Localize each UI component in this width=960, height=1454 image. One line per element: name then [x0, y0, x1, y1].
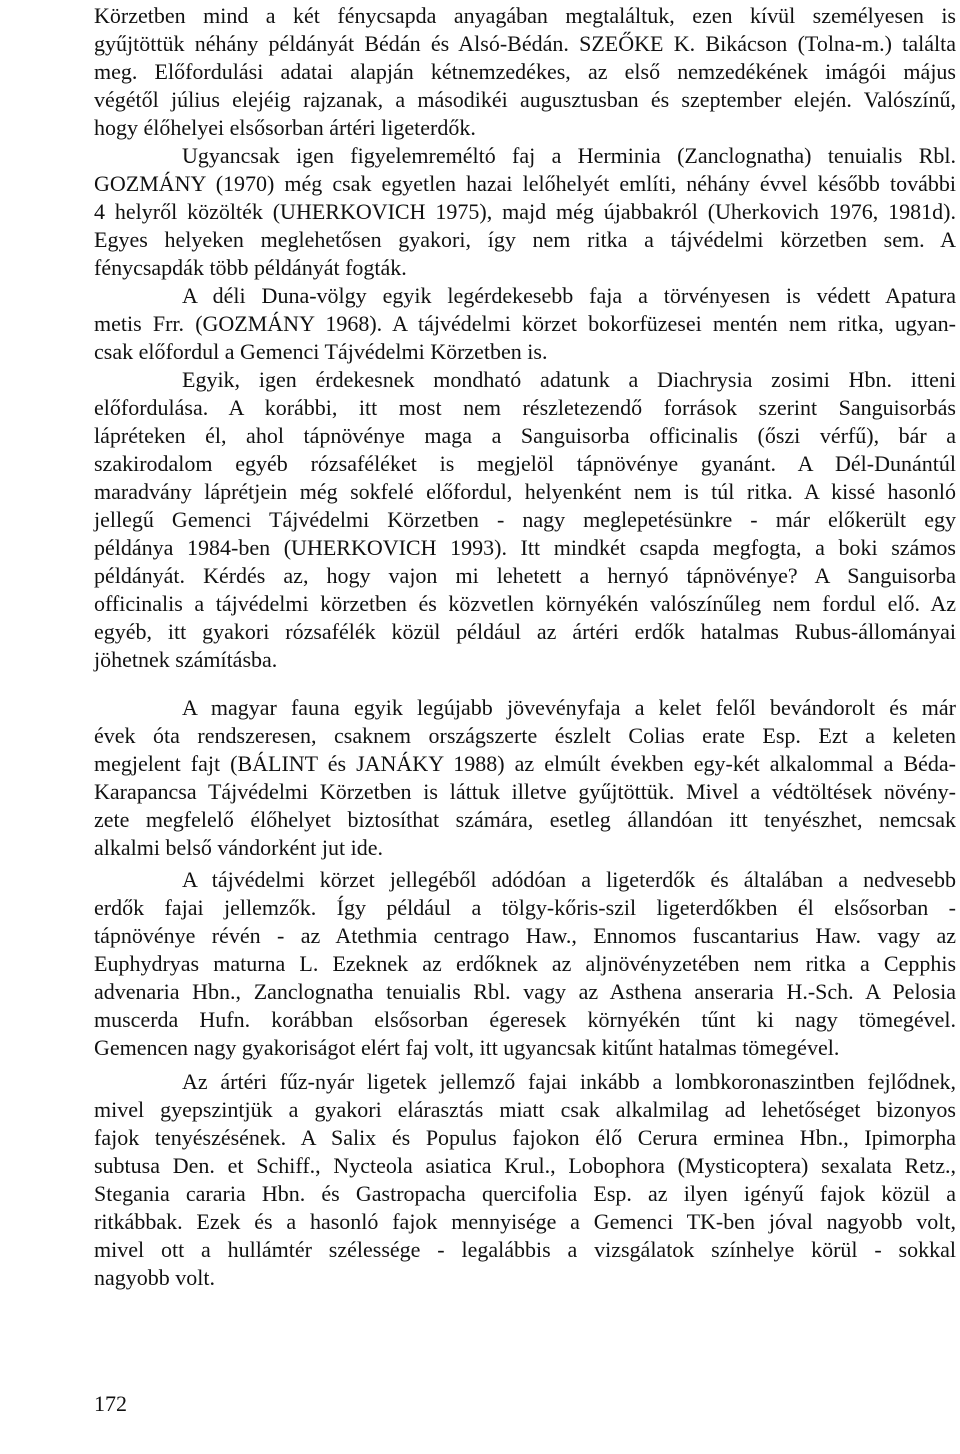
text-line: A magyar fauna egyik legújabb jövevényfaja a kelet felől bevándorolt és már	[182, 695, 956, 720]
text-line: GOZMÁNY (1970) még csak egyetlen hazai lelőhelyét említi, néhány évvel később további	[94, 171, 956, 196]
text-line: mivel gyepszintjük a gyakori elárasztás miatt csak alkalmilag ad lehetőséget bizonyos	[94, 1097, 956, 1122]
text-line: mivel ott a hullámtér szélessége - legalábbis a vizsgálatok színhelye körül - sokkal	[94, 1237, 956, 1262]
text-line: Körzetben mind a két fénycsapda anyagában megtaláltuk, ezen kívül személyesen is	[94, 3, 956, 28]
text-line: végétől július elejéig rajzanak, a másodikéi augusztusban és szeptember elején. Valószínű,	[94, 87, 956, 112]
text-line: Stegania cararia Hbn. és Gastropacha quercifolia Esp. az ilyen igényű fajok közül a	[94, 1181, 956, 1206]
text-line: szakirodalom egyéb rózsaféléket is megjelöl tápnövénye gyanánt. A Dél-Dunántúl	[94, 451, 956, 476]
text-line: subtusa Den. et Schiff., Nycteola asiatica Krul., Lobophora (Mysticoptera) sexalata Retz.,	[94, 1153, 956, 1178]
text-line: példányát. Kérdés az, hogy vajon mi lehetett a hernyó tápnövénye? A Sanguisorba	[94, 563, 956, 588]
text-line: Az ártéri fűz-nyár ligetek jellemző fajai inkább a lombkoronaszintben fejlődnek,	[182, 1069, 956, 1094]
text-line: gyűjtöttük néhány példányát Bédán és Alsó-Bédán. SZEŐKE K. Bikácson (Tolna-m.) találta	[94, 31, 956, 56]
text-line: tápnövénye révén - az Atethmia centrago Haw., Ennomos fuscantarius Haw. vagy az	[94, 923, 956, 948]
text-line: advenaria Hbn., Zanclognatha tenuialis Rbl. vagy az Asthena anseraria H.-Sch. A Pelosia	[94, 979, 956, 1004]
text-line: Euphydryas maturna L. Ezeknek az erdőknek az aljnövényzetében nem ritka a Cepphis	[94, 951, 956, 976]
text-line: meg. Előfordulási adatai alapján kétnemzedékes, az első nemzedékének imágói május	[94, 59, 956, 84]
text-line: zete megfelelő élőhelyet biztosíthat számára, esetleg állandóan itt tenyészhet, nemcsak	[94, 807, 956, 832]
text-line: officinalis a tájvédelmi körzetben és közvetlen környékén valószínűleg nem fordul elő. Az	[94, 591, 956, 616]
text-line: példánya 1984-ben (UHERKOVICH 1993). Itt mindkét csapda megfogta, a boki számos	[94, 535, 956, 560]
text-line: előfordulása. A korábbi, itt most nem részletezendő források szerint Sanguisorbás	[94, 395, 956, 420]
text-line: ritkábbak. Ezek és a hasonló fajok mennyisége a Gemenci TK-ben jóval nagyobb volt,	[94, 1209, 956, 1234]
page-number: 172	[94, 1391, 127, 1416]
document-page	[94, 0, 956, 1454]
text-line: Karapancsa Tájvédelmi Körzetben is láttuk illetve gyűjtöttük. Mivel a védtöltések növény-	[94, 779, 956, 804]
text-line: fajok tenyészésének. A Salix és Populus fajokon élő Cerura erminea Hbn., Ipimorpha	[94, 1125, 956, 1150]
text-line: jellegű Gemenci Tájvédelmi Körzetben - nagy meglepetésünkre - már előkerült egy	[94, 507, 956, 532]
text-line: maradvány láprétjein még sokfelé előfordul, helyenként nem is túl ritka. A kissé hasonló	[94, 479, 956, 504]
text-line: egyéb, itt gyakori rózsafélék közül például az ártéri erdők hatalmas Rubus-állományai	[94, 619, 956, 644]
text-line: lápréteken él, ahol tápnövénye maga a Sanguisorba officinalis (őszi vérfű), bár a	[94, 423, 956, 448]
text-line: 4 helyről közölték (UHERKOVICH 1975), majd még újabbakról (Uherkovich 1976, 1981d).	[94, 199, 956, 224]
text-line: erdők fajai jellemzők. Így például a tölgy-kőris-szil ligeterdőkben él elsősorban -	[94, 895, 956, 920]
text-line: A tájvédelmi körzet jellegéből adódóan a ligeterdők és általában a nedvesebb	[182, 867, 956, 892]
text-line: muscerda Hufn. korábban elsősorban égeresek környékén tűnt ki nagy tömegével.	[94, 1007, 956, 1032]
text-line: csak előfordul a Gemenci Tájvédelmi Körzetben is.	[94, 339, 548, 364]
text-line: nagyobb volt.	[94, 1265, 215, 1290]
text-line: megjelent fajt (BÁLINT és JANÁKY 1988) az elmúlt években egy-két alkalommal a Béda-	[94, 751, 956, 776]
text-line: alkalmi belső vándorként jut ide.	[94, 835, 383, 860]
text-line: metis Frr. (GOZMÁNY 1968). A tájvédelmi körzet bokorfüzesei mentén nem ritka, ugyan-	[94, 311, 956, 336]
text-line: hogy élőhelyei elsősorban ártéri ligeterdők.	[94, 115, 476, 140]
text-line: Ugyancsak igen figyelemreméltó faj a Herminia (Zanclognatha) tenuialis Rbl.	[182, 143, 956, 168]
text-line: évek óta rendszeresen, csaknem országszerte észlelt Colias erate Esp. Ezt a keleten	[94, 723, 956, 748]
text-line: Egyik, igen érdekesnek mondható adatunk a Diachrysia zosimi Hbn. itteni	[182, 367, 956, 392]
text-line: A déli Duna-völgy egyik legérdekesebb faja a törvényesen is védett Apatura	[182, 283, 956, 308]
text-line: jöhetnek számításba.	[94, 647, 278, 672]
text-line: Egyes helyeken meglehetősen gyakori, így nem ritka a tájvédelmi körzetben sem. A	[94, 227, 956, 252]
text-line: Gemencen nagy gyakoriságot elért faj volt, itt ugyancsak kitűnt hatalmas tömegével.	[94, 1035, 840, 1060]
text-line: fénycsapdák több példányát fogták.	[94, 255, 407, 280]
